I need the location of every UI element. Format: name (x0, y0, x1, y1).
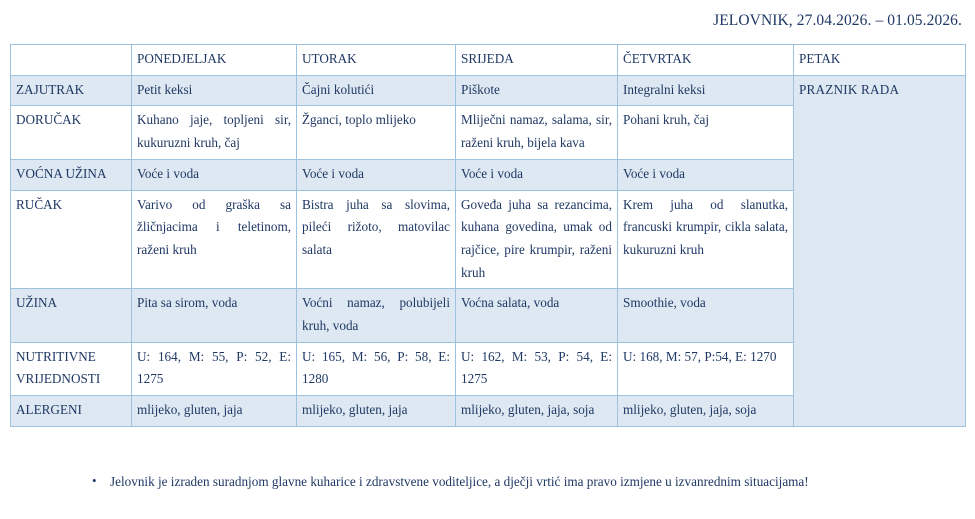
cell-alergeni-ponedjeljak: mlijeko, gluten, jaja (132, 396, 297, 427)
cell-petak-praznik-rada: PRAZNIK RADA (794, 75, 966, 426)
footer-note-list (88, 470, 918, 494)
cell-vocna-uzina-ponedjeljak: Voće i voda (132, 159, 297, 190)
cell-zajutrak-cetvrtak: Integralni keksi (618, 75, 794, 106)
footer-note-text: Jelovnik je izraden suradnjom glavne kuharice i zdravstvene voditeljice, a dječji vrtić ima pravo izmjene u izvanrednim situacijama! (110, 474, 809, 489)
cell-rucak-utorak: Bistra juha sa slovima, pileći rižoto, matovilac salata (297, 190, 456, 289)
cell-vocna-uzina-srijeda: Voće i voda (456, 159, 618, 190)
cell-dorucak-cetvrtak: Pohani kruh, čaj (618, 106, 794, 159)
cell-uzina-ponedjeljak: Pita sa sirom, voda (132, 289, 297, 342)
footer-note (88, 470, 918, 494)
cell-nutritivne-utorak: U: 165, M: 56, P: 58, E: 1280 (297, 342, 456, 395)
cell-uzina-utorak: Voćni namaz, polubijeli kruh, voda (297, 289, 456, 342)
cell-rucak-ponedjeljak: Varivo od graška sa žličnjacima i teletinom, raženi kruh (132, 190, 297, 289)
cell-rucak-cetvrtak: Krem juha od slanutka, francuski krumpir, cikla salata, kukuruzni kruh (618, 190, 794, 289)
page-title: JELOVNIK, 27.04.2026. – 01.05.2026. (713, 12, 962, 29)
header-srijeda: SRIJEDA (456, 45, 618, 76)
cell-alergeni-utorak: mlijeko, gluten, jaja (297, 396, 456, 427)
row-label-uzina: UŽINA (11, 289, 132, 342)
row-label-zajutrak: ZAJUTRAK (11, 75, 132, 106)
cell-alergeni-cetvrtak: mlijeko, gluten, jaja, soja (618, 396, 794, 427)
header-petak: PETAK (794, 45, 966, 76)
row-label-alergeni: ALERGENI (11, 396, 132, 427)
row-label-nutritivne-vrijednosti: NUTRITIVNE VRIJEDNOSTI (11, 342, 132, 395)
cell-dorucak-utorak: Žganci, toplo mlijeko (297, 106, 456, 159)
cell-uzina-cetvrtak: Smoothie, voda (618, 289, 794, 342)
weekly-menu-table (10, 44, 966, 427)
cell-zajutrak-ponedjeljak: Petit keksi (132, 75, 297, 106)
cell-dorucak-srijeda: Mliječni namaz, salama, sir, raženi kruh, bijela kava (456, 106, 618, 159)
cell-uzina-srijeda: Voćna salata, voda (456, 289, 618, 342)
cell-vocna-uzina-utorak: Voće i voda (297, 159, 456, 190)
table-header-row (11, 45, 966, 76)
header-corner-cell (11, 45, 132, 76)
menu-table-body (11, 45, 966, 427)
row-label-rucak: RUČAK (11, 190, 132, 289)
cell-zajutrak-srijeda: Piškote (456, 75, 618, 106)
cell-nutritivne-cetvrtak: U: 168, M: 57, P:54, E: 1270 (618, 342, 794, 395)
header-utorak: UTORAK (297, 45, 456, 76)
row-label-dorucak: DORUČAK (11, 106, 132, 159)
header-ponedjeljak: PONEDJELJAK (132, 45, 297, 76)
row-label-vocna-uzina: VOĆNA UŽINA (11, 159, 132, 190)
cell-alergeni-srijeda: mlijeko, gluten, jaja, soja (456, 396, 618, 427)
bullet-icon: • (92, 473, 97, 488)
header-cetvrtak: ČETVRTAK (618, 45, 794, 76)
cell-nutritivne-srijeda: U: 162, M: 53, P: 54, E: 1275 (456, 342, 618, 395)
cell-zajutrak-utorak: Čajni kolutići (297, 75, 456, 106)
cell-rucak-srijeda: Goveđa juha sa rezancima, kuhana govedina, umak od rajčice, pire krumpir, raženi kruh (456, 190, 618, 289)
cell-vocna-uzina-cetvrtak: Voće i voda (618, 159, 794, 190)
list-item (92, 470, 918, 494)
cell-dorucak-ponedjeljak: Kuhano jaje, topljeni sir, kukuruzni kruh, čaj (132, 106, 297, 159)
cell-nutritivne-ponedjeljak: U: 164, M: 55, P: 52, E: 1275 (132, 342, 297, 395)
table-row (11, 75, 966, 106)
